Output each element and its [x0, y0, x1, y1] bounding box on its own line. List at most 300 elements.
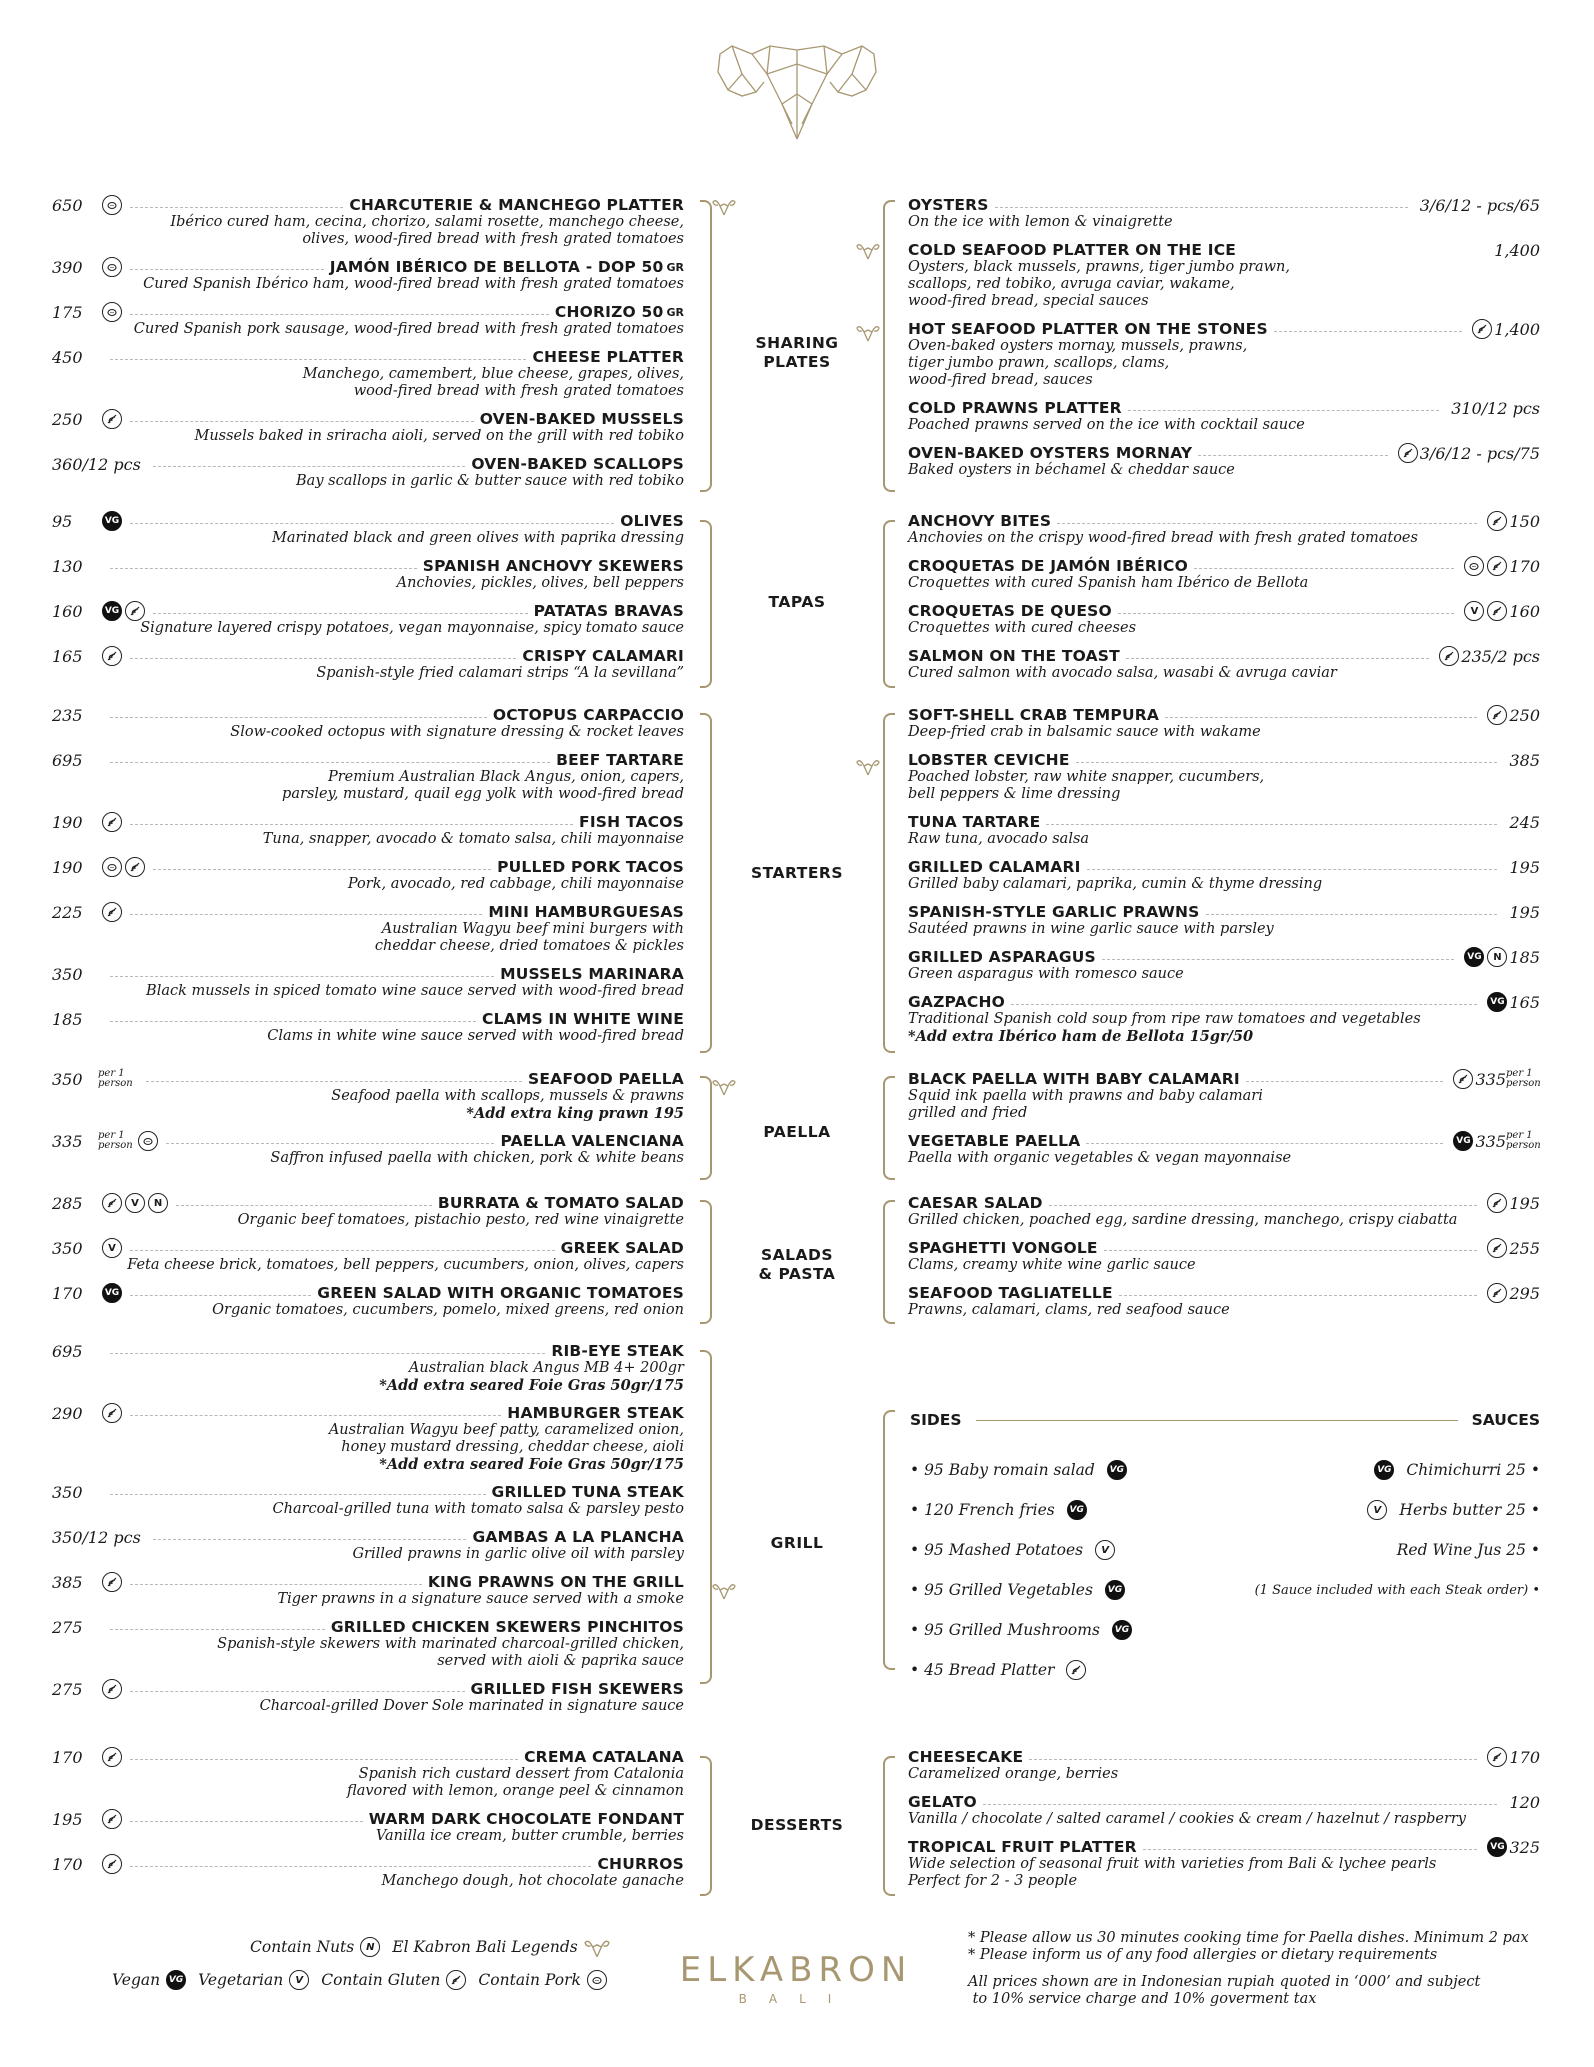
menu-item	[52, 1810, 684, 1845]
left-section-salads	[52, 1194, 684, 1329]
item-description: Raw tuna, avocado salsa	[908, 831, 1090, 847]
gluten-icon	[102, 409, 122, 429]
brand-subtitle: BALI	[738, 1992, 854, 2006]
legend-nuts	[250, 1936, 610, 1958]
item-description: Sautéed prawns in wine garlic sauce with parsley	[908, 921, 1274, 937]
item-diet-icons	[102, 195, 122, 215]
menu-item-row	[52, 348, 684, 366]
menu-item	[908, 444, 1540, 479]
menu-item	[52, 1194, 684, 1229]
item-description: Tiger prawns in a signature sauce served with a smoke	[277, 1591, 684, 1607]
side-item-label: • 45 Bread Platter	[910, 1661, 1055, 1679]
left-section-desserts	[52, 1748, 684, 1900]
item-price: 325	[1509, 1837, 1540, 1857]
leader-dots	[130, 1821, 363, 1822]
menu-item	[52, 1070, 684, 1122]
item-diet-icons	[1487, 1747, 1507, 1767]
brace-right-starters	[883, 713, 895, 1053]
side-item	[910, 1570, 1210, 1610]
menu-item-row	[52, 196, 684, 214]
gram-unit: GR	[666, 305, 684, 319]
pork-icon	[102, 257, 122, 277]
category-salads-pasta: SALADS & PASTA	[758, 1246, 836, 1283]
category-sharing-plates: SHARING PLATES	[755, 334, 839, 371]
veg-icon: V	[1095, 1540, 1115, 1560]
gluten-icon	[1487, 511, 1507, 531]
footer-note-line: All prices shown are in Indonesian rupiah quoted in ‘000’ and subject	[968, 1974, 1481, 1990]
sauce-item	[1210, 1530, 1540, 1570]
menu-item	[52, 602, 684, 637]
gluten-icon	[102, 1403, 122, 1423]
item-description: Pork, avocado, red cabbage, chili mayonnaise	[347, 876, 684, 892]
side-item	[910, 1650, 1210, 1690]
menu-item	[52, 303, 684, 338]
item-description: Ibérico cured ham, cecina, chorizo, salami rosette, manchego cheese,	[170, 214, 684, 230]
item-diet-icons	[1453, 1069, 1473, 1089]
menu-item-row	[52, 751, 684, 769]
menu-item-row	[52, 1284, 684, 1302]
item-extra-option: *Add extra seared Foie Gras 50gr/175	[379, 1456, 684, 1473]
leader-dots	[1165, 717, 1477, 718]
menu-item-row	[52, 1070, 684, 1088]
legend-gluten-label: Contain Gluten	[321, 1971, 441, 1989]
item-description: Vanilla ice cream, butter crumble, berries	[375, 1828, 684, 1844]
item-price: 245	[1509, 812, 1540, 832]
side-item-label: • 120 French fries	[910, 1501, 1055, 1519]
item-name: WARM DARK CHOCOLATE FONDANT	[368, 1810, 684, 1828]
item-diet-icons	[102, 1238, 122, 1258]
item-price: 250	[52, 409, 83, 429]
gluten-icon	[1487, 601, 1507, 621]
menu-item-row	[52, 1404, 684, 1422]
item-description: cheddar cheese, dried tomatoes & pickles	[374, 938, 684, 954]
menu-item	[52, 1284, 684, 1319]
item-diet-icons	[1464, 556, 1507, 576]
pork-icon	[102, 857, 122, 877]
menu-item-row	[908, 858, 1540, 876]
gluten-icon	[102, 1572, 122, 1592]
sauces-list	[1210, 1450, 1540, 1610]
menu-item	[908, 399, 1540, 434]
item-description: flavored with lemon, orange peel & cinnamon	[347, 1783, 684, 1799]
brace-left-grill	[700, 1350, 712, 1684]
menu-item-row	[52, 1810, 684, 1828]
leader-dots	[1086, 1143, 1443, 1144]
item-name: OCTOPUS CARPACCIO	[492, 706, 684, 724]
legend-vegetarian-label: Vegetarian	[198, 1971, 284, 1989]
item-price: 350	[52, 1069, 83, 1089]
item-price: 195	[1509, 857, 1540, 877]
sauce-item-label: (1 Sauce included with each Steak order) •	[1254, 1582, 1540, 1598]
vegan-icon: VG	[1105, 1580, 1125, 1600]
menu-item	[908, 948, 1540, 983]
item-name: SEAFOOD PAELLA	[527, 1070, 684, 1088]
item-price: 390	[52, 257, 83, 277]
vegan-icon: VG	[1374, 1460, 1394, 1480]
legend-nuts-label: Contain Nuts	[250, 1938, 355, 1956]
side-item-label: • 95 Grilled Mushrooms	[910, 1621, 1100, 1639]
item-name: BURRATA & TOMATO SALAD	[437, 1194, 684, 1212]
item-name: TROPICAL FRUIT PLATTER	[908, 1838, 1137, 1856]
menu-item	[52, 258, 684, 293]
left-section-starters	[52, 706, 684, 1055]
item-price: 250	[1509, 705, 1540, 725]
item-description: Bay scallops in garlic & butter sauce with red tobiko	[296, 473, 684, 489]
menu-item-row	[908, 751, 1540, 769]
item-diet-icons	[102, 1854, 122, 1874]
item-diet-icons	[102, 302, 122, 322]
item-name: CAESAR SALAD	[908, 1194, 1043, 1212]
menu-item	[52, 751, 684, 803]
item-diet-icons	[138, 1131, 158, 1151]
menu-item-row	[52, 258, 684, 276]
gluten-icon	[1487, 705, 1507, 725]
vegan-icon: VG	[102, 511, 122, 531]
item-name: CHURROS	[597, 1855, 684, 1873]
item-name: PATATAS BRAVAS	[533, 602, 684, 620]
item-description: Marinated black and green olives with paprika dressing	[271, 530, 684, 546]
item-description: Signature layered crispy potatoes, vegan mayonnaise, spicy tomato sauce	[140, 620, 684, 636]
item-name: SEAFOOD TAGLIATELLE	[908, 1284, 1113, 1302]
leader-dots	[110, 717, 487, 718]
leader-dots	[1118, 613, 1455, 614]
leader-dots	[110, 762, 550, 763]
item-price: 235	[52, 705, 83, 725]
item-diet-icons	[102, 646, 122, 666]
item-diet-icons	[102, 1679, 122, 1699]
leader-dots	[153, 613, 528, 614]
footer-notes	[968, 1930, 1568, 2008]
item-price: 130	[52, 556, 83, 576]
gluten-icon	[1472, 319, 1492, 339]
item-price: 385	[52, 1572, 83, 1592]
leader-dots	[983, 1804, 1498, 1805]
pork-icon	[102, 302, 122, 322]
menu-item-row	[52, 557, 684, 575]
brace-left-paella	[700, 1076, 712, 1180]
item-price: 170	[52, 1747, 83, 1767]
menu-item-row	[52, 647, 684, 665]
item-name: CHORIZO 50	[554, 303, 664, 321]
item-name: GAZPACHO	[908, 993, 1006, 1011]
leader-dots	[1246, 1081, 1444, 1082]
item-description: Premium Australian Black Angus, onion, capers,	[327, 769, 684, 785]
item-price: 165	[1509, 992, 1540, 1012]
brace-right-salads	[883, 1200, 895, 1324]
menu-item-row	[52, 602, 684, 620]
item-price: 350	[52, 964, 83, 984]
side-item	[910, 1490, 1210, 1530]
brace-right-desserts	[883, 1756, 895, 1896]
menu-item	[908, 858, 1540, 893]
vegan-icon: VG	[166, 1970, 186, 1990]
item-price: 170	[1509, 1747, 1540, 1767]
menu-item-row	[908, 399, 1540, 417]
leader-dots	[1194, 568, 1454, 569]
item-description: Paella with organic vegetables & vegan mayonnaise	[908, 1150, 1292, 1166]
sides-heading: SIDES	[910, 1411, 962, 1429]
side-item	[910, 1450, 1210, 1490]
gluten-icon	[125, 601, 145, 621]
brace-right-paella	[883, 1076, 895, 1180]
veg-icon: V	[125, 1193, 145, 1213]
item-name: MUSSELS MARINARA	[500, 965, 684, 983]
item-name: GRILLED FISH SKEWERS	[470, 1680, 684, 1698]
menu-item	[52, 858, 684, 893]
item-description: Oven-baked oysters mornay, mussels, prawns,	[908, 338, 1248, 354]
vegan-icon: VG	[1487, 992, 1507, 1012]
side-item-label: • 95 Grilled Vegetables	[910, 1581, 1093, 1599]
menu-item-row	[908, 647, 1540, 665]
item-price: 165	[52, 646, 83, 666]
right-section-salads	[908, 1194, 1540, 1329]
item-price: 695	[52, 750, 83, 770]
menu-item-row	[908, 602, 1540, 620]
menu-item	[52, 1483, 684, 1518]
leader-dots	[146, 1081, 522, 1082]
item-name: HAMBURGER STEAK	[507, 1404, 684, 1422]
menu-item-row	[52, 858, 684, 876]
leader-dots	[110, 359, 526, 360]
item-description: Feta cheese brick, tomatoes, bell peppers, cucumbers, onion, olives, capers	[127, 1257, 684, 1273]
item-name: GELATO	[908, 1793, 977, 1811]
gluten-icon	[102, 812, 122, 832]
item-diet-icons	[1487, 1837, 1507, 1857]
side-item-label: • 95 Mashed Potatoes	[910, 1541, 1084, 1559]
right-section-starters	[908, 706, 1540, 1055]
item-description: Caramelized orange, berries	[908, 1766, 1119, 1782]
menu-item	[908, 512, 1540, 547]
item-name: JAMÓN IBÉRICO DE BELLOTA - DOP 50	[329, 258, 664, 276]
menu-item-row	[52, 1194, 684, 1212]
item-price: 170	[1509, 556, 1540, 576]
item-diet-icons	[102, 409, 122, 429]
item-description: Squid ink paella with prawns and baby calamari	[908, 1088, 1263, 1104]
gluten-icon	[1487, 1238, 1507, 1258]
item-extra-option: *Add extra king prawn 195	[466, 1105, 684, 1122]
right-section-sharing	[908, 196, 1540, 489]
item-name: TUNA TARTARE	[908, 813, 1041, 831]
item-name: OVEN-BAKED SCALLOPS	[471, 455, 684, 473]
menu-item	[908, 1748, 1540, 1783]
vegan-icon: VG	[102, 1283, 122, 1303]
menu-item-row	[908, 196, 1540, 214]
menu-item	[52, 1680, 684, 1715]
menu-item	[52, 512, 684, 547]
sides-list	[910, 1450, 1210, 1690]
menu-item-row	[908, 1239, 1540, 1257]
item-extra-option: *Add extra Ibérico ham de Bellota 15gr/50	[908, 1028, 1254, 1045]
item-diet-icons	[1487, 1283, 1507, 1303]
menu-item-row	[52, 512, 684, 530]
menu-item	[52, 1618, 684, 1670]
category-grill: GRILL	[770, 1534, 824, 1552]
leader-dots	[1049, 1205, 1478, 1206]
item-name: SPAGHETTI VONGOLE	[908, 1239, 1098, 1257]
item-price: 275	[52, 1617, 83, 1637]
item-description: Charcoal-grilled tuna with tomato salsa & parsley pesto	[272, 1501, 684, 1517]
gluten-icon	[1066, 1660, 1086, 1680]
menu-item-row	[908, 320, 1540, 338]
menu-item-row	[908, 1838, 1540, 1856]
ram-legend-icon	[856, 756, 880, 776]
menu-item	[52, 1855, 684, 1890]
item-price: 235/2 pcs	[1461, 646, 1540, 666]
item-price: 350/12 pcs	[52, 1527, 141, 1547]
menu-item-row	[52, 1132, 684, 1150]
item-name: GREEN SALAD WITH ORGANIC TOMATOES	[317, 1284, 684, 1302]
gluten-icon	[102, 1679, 122, 1699]
item-price: 170	[52, 1854, 83, 1874]
leader-dots	[130, 269, 324, 270]
item-price: 350	[52, 1482, 83, 1502]
item-description: Anchovies, pickles, olives, bell peppers	[396, 575, 684, 591]
leader-dots	[130, 1866, 591, 1867]
gram-unit: GR	[666, 260, 684, 274]
item-description: Cured salmon with avocado salsa, wasabi & avruga caviar	[908, 665, 1337, 681]
menu-item-row	[908, 948, 1540, 966]
item-description: scallops, red tobiko, avruga caviar, wakame,	[908, 276, 1235, 292]
right-section-tapas	[908, 512, 1540, 692]
leader-dots	[1206, 914, 1498, 915]
gluten-icon	[1453, 1069, 1473, 1089]
item-price: 190	[52, 812, 83, 832]
menu-item	[52, 1404, 684, 1473]
item-description: Vanilla / chocolate / salted caramel / cookies & cream / hazelnut / raspberry	[908, 1811, 1467, 1827]
item-price: 650	[52, 195, 83, 215]
menu-item	[52, 965, 684, 1000]
vegan-icon: VG	[1487, 1837, 1507, 1857]
gluten-icon	[446, 1970, 466, 1990]
item-name: SALMON ON THE TOAST	[908, 647, 1120, 665]
footer-note-line: to 10% service charge and 10% goverment tax	[968, 1991, 1317, 2007]
item-description: Grilled baby calamari, paprika, cumin & thyme dressing	[908, 876, 1323, 892]
item-price: 120	[1509, 1792, 1540, 1812]
footer-note-line: * Please inform us of any food allergies or dietary requirements	[968, 1947, 1438, 1963]
item-price: 3/6/12 - pcs/75	[1419, 443, 1540, 463]
item-diet-icons	[1487, 992, 1507, 1012]
menu-item	[908, 1284, 1540, 1319]
gluten-icon	[102, 1747, 122, 1767]
menu-item-row	[52, 1342, 684, 1360]
menu-item-row	[908, 557, 1540, 575]
per-person-label: per 1 person	[98, 1130, 133, 1151]
item-diet-icons	[1439, 646, 1459, 666]
gluten-icon	[1487, 1747, 1507, 1767]
item-description: served with aioli & paprika sauce	[437, 1653, 684, 1669]
category-paella: PAELLA	[763, 1123, 831, 1141]
item-price: 335	[1475, 1131, 1506, 1151]
item-name: CLAMS IN WHITE WINE	[482, 1010, 684, 1028]
leader-dots	[130, 658, 516, 659]
menu-item	[908, 1793, 1540, 1828]
leader-dots	[130, 207, 343, 208]
menu-item	[908, 602, 1540, 637]
leader-dots	[176, 1205, 432, 1206]
item-description: Organic tomatoes, cucumbers, pomelo, mixed greens, red onion	[212, 1302, 684, 1318]
menu-item	[908, 647, 1540, 682]
item-description: Spanish rich custard dessert from Catalonia	[358, 1766, 684, 1782]
menu-item-row	[52, 813, 684, 831]
leader-dots	[1274, 331, 1462, 332]
legend-pork-label: Contain Pork	[478, 1971, 581, 1989]
item-diet-icons	[102, 1283, 122, 1303]
veg-icon: V	[1367, 1500, 1387, 1520]
gluten-icon	[1439, 646, 1459, 666]
pork-icon	[1464, 556, 1484, 576]
ram-legend-icon	[856, 240, 880, 260]
item-description: bell peppers & lime dressing	[908, 786, 1121, 802]
menu-item	[52, 1239, 684, 1274]
menu-item	[908, 196, 1540, 231]
leader-dots	[1128, 410, 1439, 411]
menu-item	[908, 241, 1540, 310]
item-name: FISH TACOS	[579, 813, 684, 831]
item-diet-icons	[102, 601, 145, 621]
item-name: GRILLED CHICKEN SKEWERS PINCHITOS	[330, 1618, 684, 1636]
item-description: parsley, mustard, quail egg yolk with wood-fired bread	[282, 786, 684, 802]
sauce-item	[1210, 1490, 1540, 1530]
leader-dots	[130, 1691, 465, 1692]
vegan-icon: VG	[1067, 1500, 1087, 1520]
item-name: SPANISH-STYLE GARLIC PRAWNS	[908, 903, 1200, 921]
menu-item	[52, 647, 684, 682]
veg-icon: V	[1464, 601, 1484, 621]
vegan-icon: VG	[102, 601, 122, 621]
item-name: OVEN-BAKED OYSTERS MORNAY	[908, 444, 1193, 462]
item-name: CHEESE PLATTER	[532, 348, 684, 366]
item-price: 190	[52, 857, 83, 877]
menu-item-row	[52, 1010, 684, 1028]
item-diet-icons	[102, 812, 122, 832]
item-description: Seafood paella with scallops, mussels & prawns	[331, 1088, 684, 1104]
leader-dots	[1143, 1849, 1478, 1850]
item-price: 275	[52, 1679, 83, 1699]
menu-item	[52, 706, 684, 741]
item-description: Clams in white wine sauce served with wood-fired bread	[267, 1028, 684, 1044]
menu-item	[52, 1342, 684, 1394]
ram-logo-icon	[712, 34, 882, 144]
item-name: ANCHOVY BITES	[908, 512, 1052, 530]
gluten-icon	[102, 1809, 122, 1829]
item-name: BLACK PAELLA WITH BABY CALAMARI	[908, 1070, 1240, 1088]
item-description: wood-fired bread with fresh grated tomatoes	[353, 383, 684, 399]
leader-dots	[1011, 1004, 1477, 1005]
pork-icon	[138, 1131, 158, 1151]
item-description: Australian Wagyu beef mini burgers with	[381, 921, 684, 937]
item-description: Manchego dough, hot chocolate ganache	[381, 1873, 684, 1889]
side-item	[910, 1530, 1210, 1570]
ram-legend-icon	[712, 1580, 736, 1600]
item-name: OLIVES	[620, 512, 684, 530]
menu-item	[52, 1132, 684, 1167]
brace-left-tapas	[700, 520, 712, 688]
item-diet-icons	[1487, 511, 1507, 531]
vegan-icon: VG	[1107, 1460, 1127, 1480]
leader-dots	[1076, 762, 1498, 763]
item-description: Croquettes with cured cheeses	[908, 620, 1137, 636]
item-description: Mussels baked in sriracha aioli, served on the grill with red tobiko	[194, 428, 684, 444]
menu-item-row	[908, 813, 1540, 831]
item-description: Baked oysters in béchamel & cheddar sauce	[908, 462, 1235, 478]
leader-dots	[1198, 455, 1387, 456]
menu-item	[52, 557, 684, 592]
item-price: 160	[1509, 601, 1540, 621]
item-description: Wide selection of seasonal fruit with varieties from Bali & lychee pearls	[908, 1856, 1437, 1872]
item-price: 175	[52, 302, 83, 322]
menu-item-row	[908, 1132, 1540, 1150]
leader-dots	[1057, 523, 1477, 524]
